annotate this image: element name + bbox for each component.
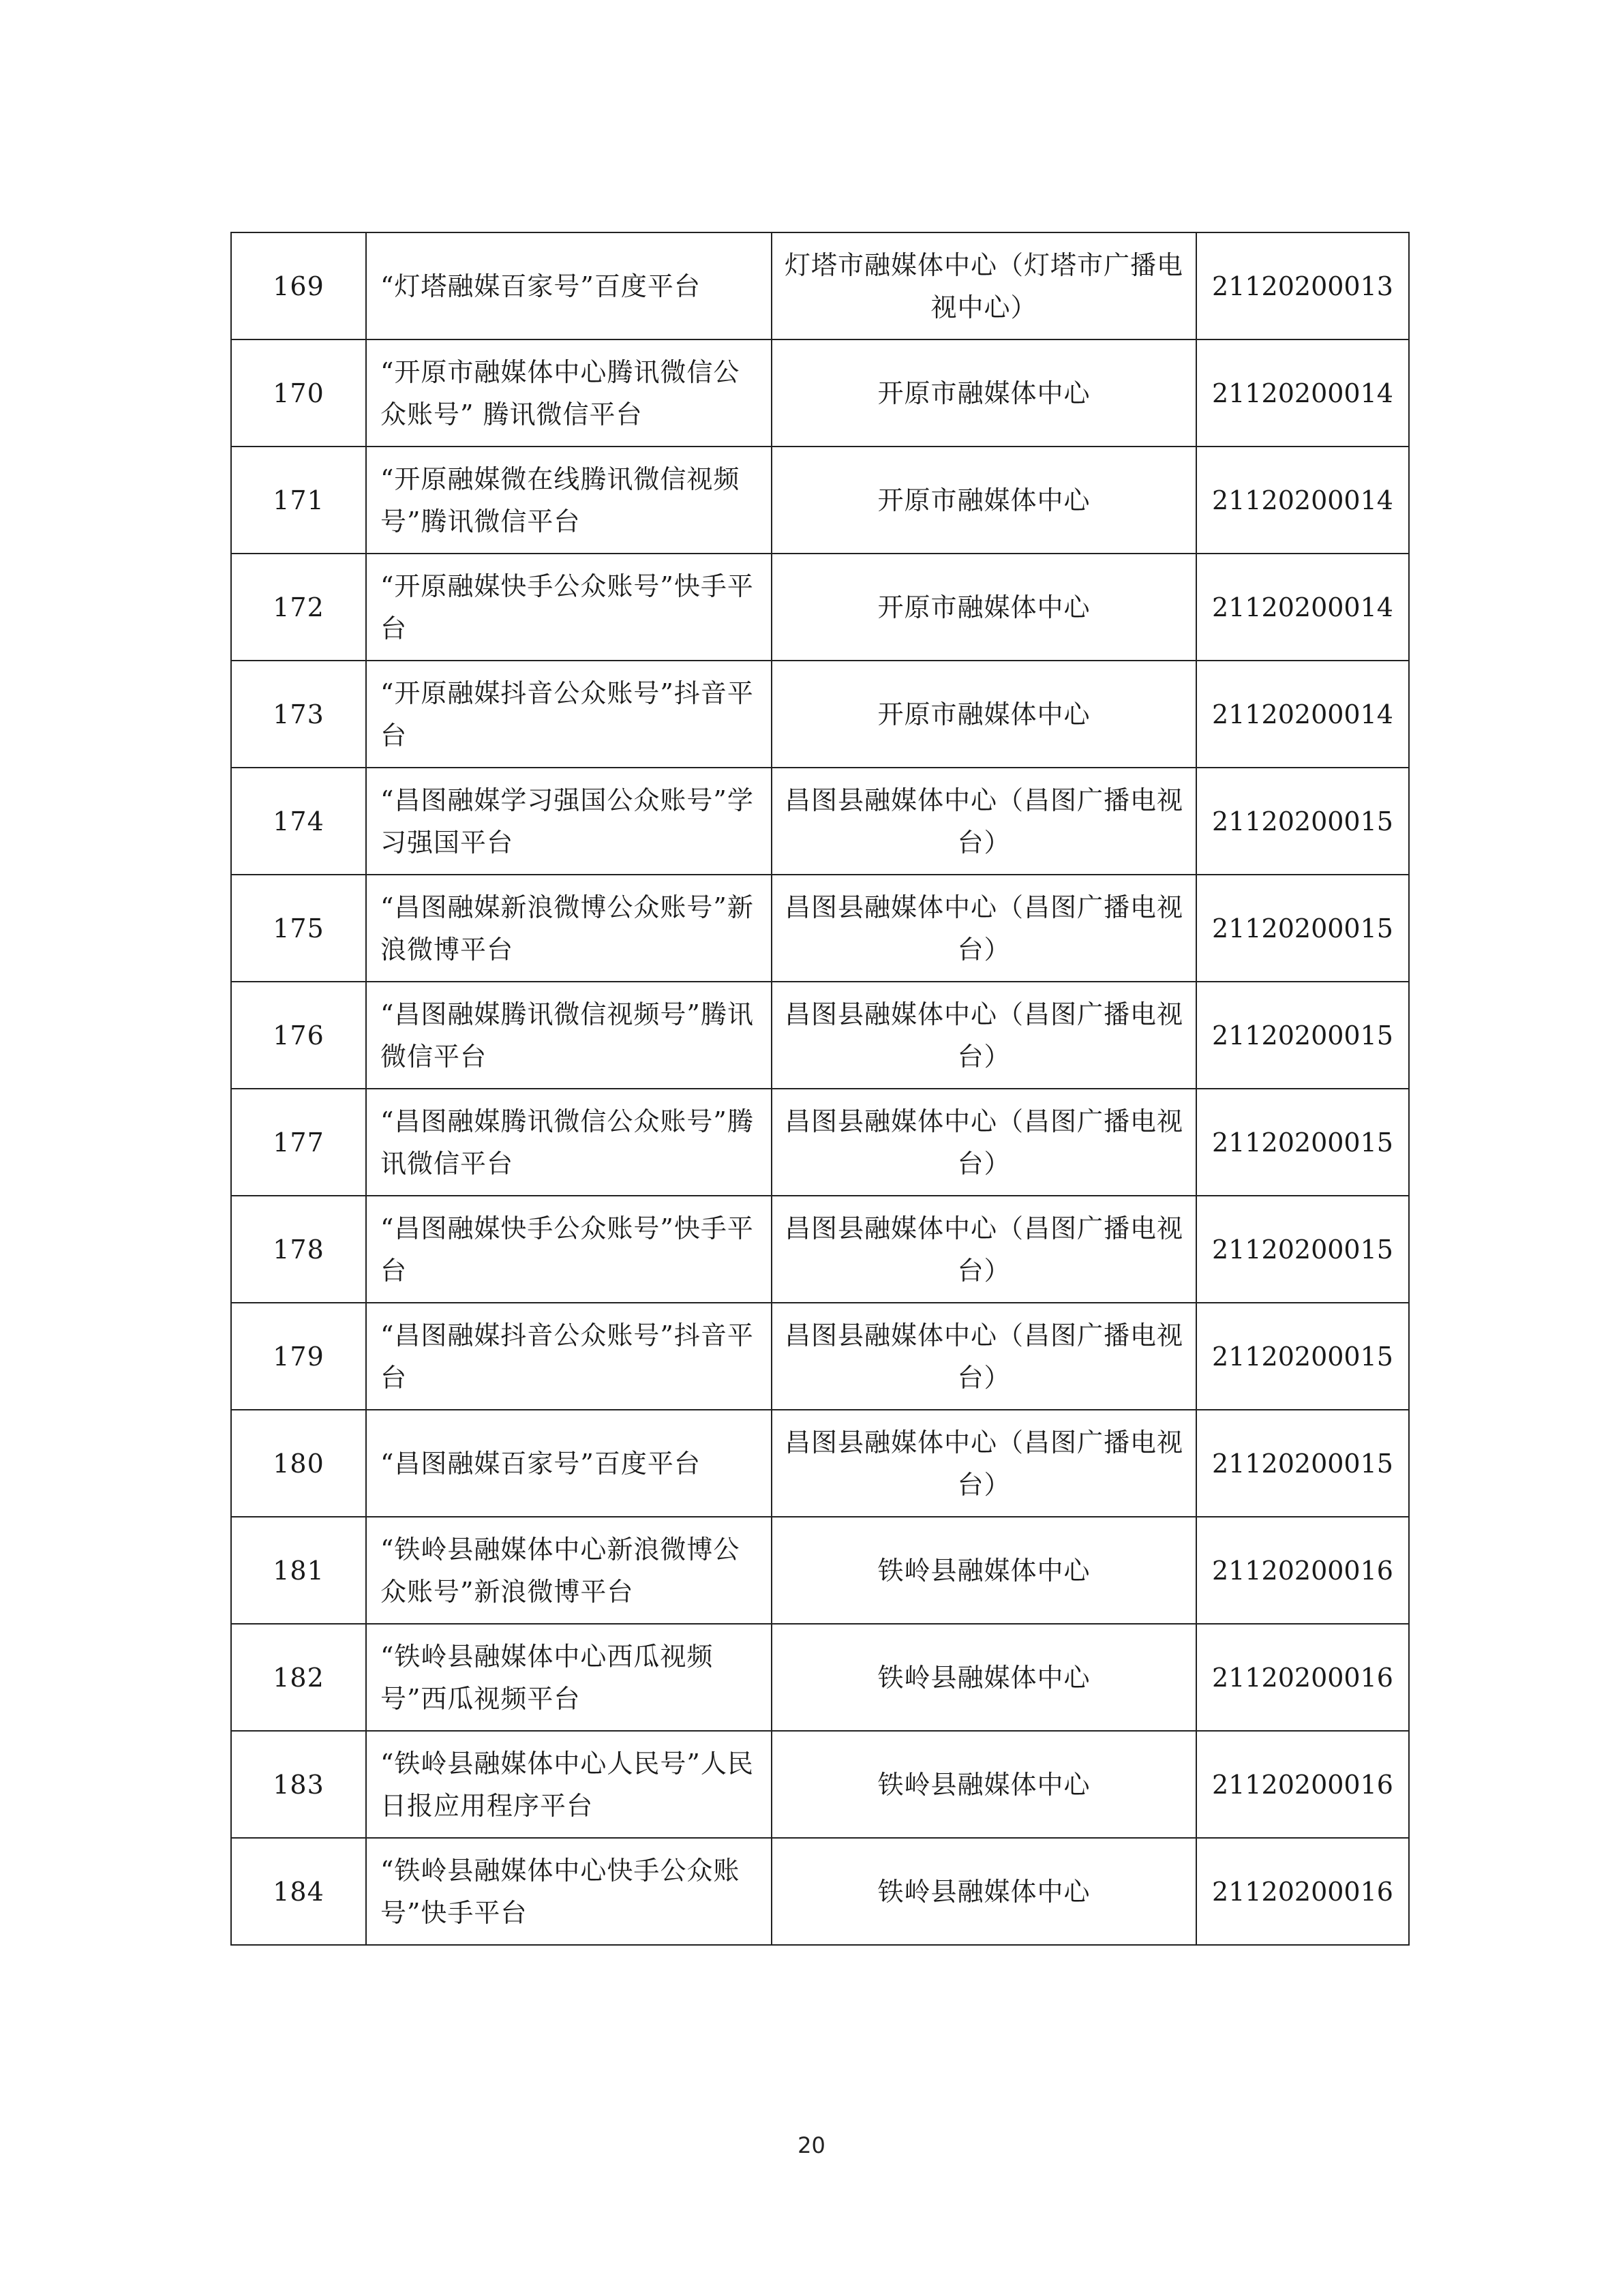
account-name-cell: “昌图融媒百家号”百度平台 bbox=[366, 1410, 772, 1517]
license-code-cell: 21120200014 bbox=[1196, 554, 1409, 661]
page-number: 20 bbox=[798, 2132, 825, 2158]
table-row bbox=[231, 554, 1409, 661]
table-row bbox=[231, 232, 1409, 339]
organization-cell: 昌图县融媒体中心（昌图广播电视台） bbox=[772, 768, 1196, 875]
account-name-cell: “昌图融媒学习强国公众账号”学习强国平台 bbox=[366, 768, 772, 875]
license-code-cell: 21120200015 bbox=[1196, 982, 1409, 1089]
table-row bbox=[231, 1410, 1409, 1517]
organization-cell: 铁岭县融媒体中心 bbox=[772, 1517, 1196, 1624]
account-name-cell: “开原融媒快手公众账号”快手平台 bbox=[366, 554, 772, 661]
row-number-cell: 181 bbox=[231, 1517, 366, 1624]
row-number-cell: 169 bbox=[231, 232, 366, 339]
account-name-cell: “灯塔融媒百家号”百度平台 bbox=[366, 232, 772, 339]
table-row bbox=[231, 1624, 1409, 1731]
organization-cell: 昌图县融媒体中心（昌图广播电视台） bbox=[772, 1303, 1196, 1410]
organization-cell: 昌图县融媒体中心（昌图广播电视台） bbox=[772, 1410, 1196, 1517]
row-number-cell: 174 bbox=[231, 768, 366, 875]
license-code-cell: 21120200016 bbox=[1196, 1731, 1409, 1838]
account-name-cell: “开原融媒抖音公众账号”抖音平台 bbox=[366, 661, 772, 768]
license-code-cell: 21120200014 bbox=[1196, 339, 1409, 447]
registry-table bbox=[230, 232, 1410, 1946]
table-row bbox=[231, 982, 1409, 1089]
row-number-cell: 179 bbox=[231, 1303, 366, 1410]
row-number-cell: 175 bbox=[231, 875, 366, 982]
row-number-cell: 177 bbox=[231, 1089, 366, 1196]
row-number-cell: 183 bbox=[231, 1731, 366, 1838]
row-number-cell: 178 bbox=[231, 1196, 366, 1303]
row-number-cell: 180 bbox=[231, 1410, 366, 1517]
account-name-cell: “昌图融媒新浪微博公众账号”新浪微博平台 bbox=[366, 875, 772, 982]
account-name-cell: “开原市融媒体中心腾讯微信公众账号” 腾讯微信平台 bbox=[366, 339, 772, 447]
table-row bbox=[231, 1838, 1409, 1945]
license-code-cell: 21120200015 bbox=[1196, 768, 1409, 875]
organization-cell: 开原市融媒体中心 bbox=[772, 661, 1196, 768]
organization-cell: 铁岭县融媒体中心 bbox=[772, 1624, 1196, 1731]
account-name-cell: “昌图融媒快手公众账号”快手平台 bbox=[366, 1196, 772, 1303]
license-code-cell: 21120200015 bbox=[1196, 1196, 1409, 1303]
table-row bbox=[231, 768, 1409, 875]
organization-cell: 昌图县融媒体中心（昌图广播电视台） bbox=[772, 875, 1196, 982]
table-row bbox=[231, 1731, 1409, 1838]
organization-cell: 昌图县融媒体中心（昌图广播电视台） bbox=[772, 1196, 1196, 1303]
license-code-cell: 21120200016 bbox=[1196, 1624, 1409, 1731]
row-number-cell: 173 bbox=[231, 661, 366, 768]
account-name-cell: “铁岭县融媒体中心西瓜视频号”西瓜视频平台 bbox=[366, 1624, 772, 1731]
license-code-cell: 21120200013 bbox=[1196, 232, 1409, 339]
license-code-cell: 21120200015 bbox=[1196, 875, 1409, 982]
license-code-cell: 21120200014 bbox=[1196, 447, 1409, 554]
account-name-cell: “铁岭县融媒体中心人民号”人民日报应用程序平台 bbox=[366, 1731, 772, 1838]
account-name-cell: “铁岭县融媒体中心新浪微博公众账号”新浪微博平台 bbox=[366, 1517, 772, 1624]
table-row bbox=[231, 661, 1409, 768]
license-code-cell: 21120200015 bbox=[1196, 1303, 1409, 1410]
organization-cell: 开原市融媒体中心 bbox=[772, 554, 1196, 661]
account-name-cell: “昌图融媒腾讯微信公众账号”腾讯微信平台 bbox=[366, 1089, 772, 1196]
license-code-cell: 21120200015 bbox=[1196, 1410, 1409, 1517]
table-row bbox=[231, 1517, 1409, 1624]
table-row bbox=[231, 875, 1409, 982]
table-row bbox=[231, 1303, 1409, 1410]
row-number-cell: 184 bbox=[231, 1838, 366, 1945]
table-row bbox=[231, 1196, 1409, 1303]
organization-cell: 铁岭县融媒体中心 bbox=[772, 1731, 1196, 1838]
row-number-cell: 170 bbox=[231, 339, 366, 447]
row-number-cell: 172 bbox=[231, 554, 366, 661]
license-code-cell: 21120200015 bbox=[1196, 1089, 1409, 1196]
row-number-cell: 176 bbox=[231, 982, 366, 1089]
license-code-cell: 21120200016 bbox=[1196, 1517, 1409, 1624]
license-code-cell: 21120200016 bbox=[1196, 1838, 1409, 1945]
license-code-cell: 21120200014 bbox=[1196, 661, 1409, 768]
table-row bbox=[231, 447, 1409, 554]
table-body bbox=[231, 232, 1409, 1945]
row-number-cell: 171 bbox=[231, 447, 366, 554]
organization-cell: 铁岭县融媒体中心 bbox=[772, 1838, 1196, 1945]
account-name-cell: “昌图融媒抖音公众账号”抖音平台 bbox=[366, 1303, 772, 1410]
table-row bbox=[231, 339, 1409, 447]
organization-cell: 开原市融媒体中心 bbox=[772, 447, 1196, 554]
account-name-cell: “昌图融媒腾讯微信视频号”腾讯微信平台 bbox=[366, 982, 772, 1089]
account-name-cell: “开原融媒微在线腾讯微信视频号”腾讯微信平台 bbox=[366, 447, 772, 554]
table-row bbox=[231, 1089, 1409, 1196]
row-number-cell: 182 bbox=[231, 1624, 366, 1731]
organization-cell: 开原市融媒体中心 bbox=[772, 339, 1196, 447]
organization-cell: 昌图县融媒体中心（昌图广播电视台） bbox=[772, 1089, 1196, 1196]
organization-cell: 灯塔市融媒体中心（灯塔市广播电视中心） bbox=[772, 232, 1196, 339]
organization-cell: 昌图县融媒体中心（昌图广播电视台） bbox=[772, 982, 1196, 1089]
account-name-cell: “铁岭县融媒体中心快手公众账号”快手平台 bbox=[366, 1838, 772, 1945]
